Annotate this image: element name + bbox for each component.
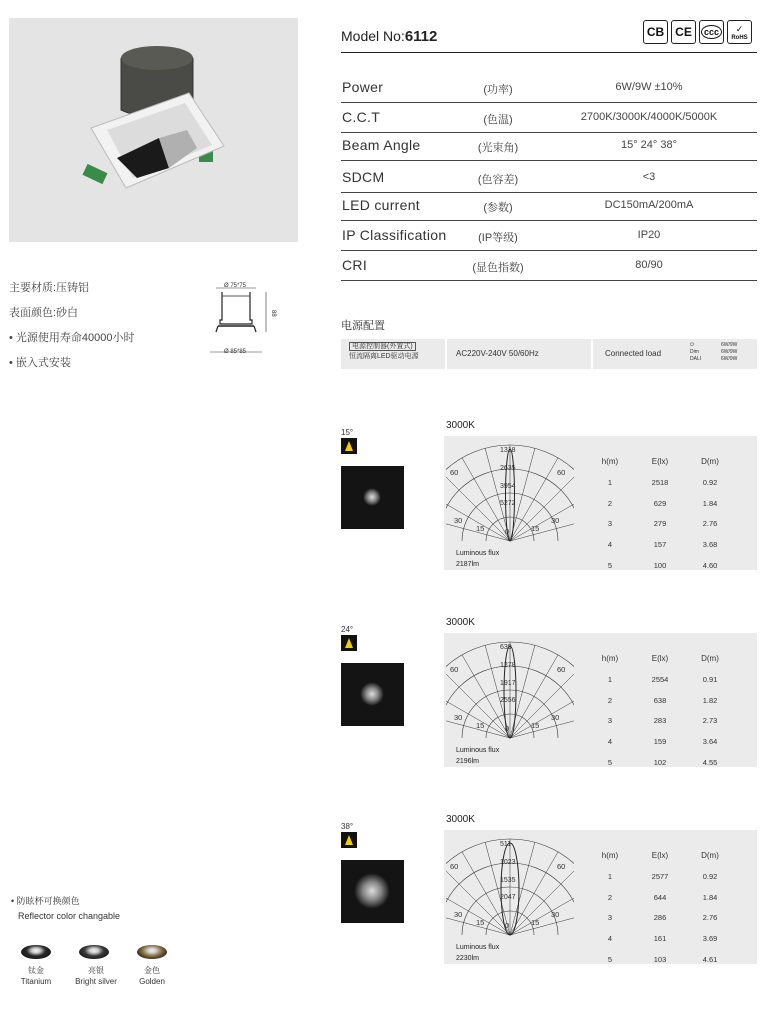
illuminance-table: [585, 647, 735, 773]
spec-label: SDCM: [342, 169, 385, 185]
lux-cell: 644: [653, 892, 667, 902]
height-cell: 1: [607, 477, 613, 487]
lux-cell: 638: [653, 695, 667, 705]
surface-color-text: 表面颜色:砂白: [9, 307, 79, 319]
spec-label-cn: (光束角): [477, 142, 519, 154]
load-column: [721, 342, 737, 363]
reflector-title-en: Reflector color changable: [18, 911, 121, 921]
lux-cell: 161: [653, 934, 667, 944]
polar-axis-label: 15: [476, 524, 485, 533]
lux-cell: 2554: [651, 674, 669, 684]
polar-axis-label: 60: [450, 862, 459, 871]
reflector-option-label: 亮银 Bright silver: [75, 966, 117, 986]
ce-cert-icon: CE: [671, 20, 696, 44]
mode-column: [690, 342, 701, 363]
diameter-cell: 1.82: [702, 695, 718, 705]
luminous-flux: [456, 548, 499, 570]
diameter-cell: 1.84: [702, 498, 718, 508]
height-cell: 3: [607, 716, 613, 726]
diameter-cell: 0.91: [702, 674, 718, 684]
rohs-cert-icon: ✓ RoHS: [727, 20, 752, 44]
cct-label: 3000K: [446, 814, 475, 825]
lux-cell: 283: [653, 716, 667, 726]
polar-axis-label: 60: [557, 862, 566, 871]
driver-cell: [349, 342, 419, 362]
lux-cell: 102: [653, 758, 667, 768]
lux-cell: 157: [653, 540, 667, 550]
spec-row-power: [341, 73, 757, 103]
spec-label: LED current: [342, 197, 420, 213]
table-row: [585, 514, 735, 535]
product-photo: [9, 18, 298, 242]
diameter-cell: 2.76: [702, 913, 718, 923]
polar-axis-label: 15: [531, 918, 540, 927]
power-config-table: [341, 339, 757, 369]
lux-cell: 2518: [651, 477, 669, 487]
spec-label: Beam Angle: [342, 137, 421, 153]
polar-axis-label: 0: [505, 527, 510, 536]
spec-label: C.C.T: [342, 109, 381, 125]
power-icon: ⏻: [690, 342, 694, 348]
input-voltage: AC220V-240V 50/60Hz: [456, 349, 539, 358]
flux-label: Luminous flux: [456, 747, 500, 754]
power-config-title: 电源配置: [341, 320, 385, 332]
polar-axis-label: 60: [450, 665, 459, 674]
polar-axis-label: 15: [531, 721, 540, 730]
diameter-cell: 4.60: [702, 561, 718, 571]
table-header: h(m) E(lx) D(m): [601, 850, 719, 860]
beam-angle-icon: [341, 438, 357, 454]
beam-angle-icon: [341, 635, 357, 651]
flux-label: Luminous flux: [456, 944, 500, 951]
spec-value: 15° 24° 38°: [620, 139, 677, 151]
polar-axis-label: 30: [454, 713, 463, 722]
cct-label: 3000K: [446, 617, 475, 628]
table-row: [585, 731, 735, 752]
beam-angle-icon: [341, 832, 357, 848]
reflector-option-label: 钛金 Titanium: [20, 966, 52, 986]
divider: [445, 339, 447, 369]
polar-axis-label: 0: [505, 724, 510, 733]
height-cell: 3: [607, 913, 613, 923]
spec-label-cn: (参数): [483, 202, 513, 214]
table-row: [585, 472, 735, 493]
reflector-section: [11, 894, 120, 924]
spec-label-cn: (色温): [483, 114, 513, 126]
height-cell: 2: [607, 498, 613, 508]
height-dim: 88: [270, 310, 276, 317]
diameter-cell: 3.69: [702, 934, 718, 944]
model-value: 6112: [404, 28, 438, 45]
polar-axis-label: 60: [557, 665, 566, 674]
beam-angle-label: 24°: [341, 625, 354, 634]
table-header: h(m) E(lx) D(m): [601, 456, 719, 466]
polar-axis-label: 0: [505, 921, 510, 930]
polar-axis-label: 15: [476, 918, 485, 927]
height-cell: 2: [607, 892, 613, 902]
table-row: [585, 534, 735, 555]
polar-axis-label: 60: [450, 468, 459, 477]
spec-value: 2700K/3000K/4000K/5000K: [580, 111, 718, 123]
dimension-drawing: [208, 280, 282, 366]
install-text: • 嵌入式安装: [9, 357, 71, 369]
table-row: [585, 887, 735, 908]
spec-row-ip: [341, 221, 757, 251]
material-text: 主要材质:压铸铝: [9, 282, 90, 294]
diameter-cell: 1.84: [702, 892, 718, 902]
reflector-option-label: 金色 Golden: [139, 966, 165, 986]
table-row: [585, 928, 735, 949]
polar-value: 1023: [500, 859, 516, 866]
lux-cell: 279: [653, 519, 667, 529]
cutout-dim: Ø 75*75: [224, 283, 247, 289]
diameter-cell: 0.92: [702, 871, 718, 881]
table-header: h(m) E(lx) D(m): [601, 653, 719, 663]
spec-row-cct: [341, 103, 757, 133]
table-row: [585, 711, 735, 732]
table-row: [585, 866, 735, 887]
divider: [591, 339, 593, 369]
cb-cert-icon: CB: [643, 20, 668, 44]
height-cell: 1: [607, 871, 613, 881]
diameter-cell: 4.55: [702, 758, 718, 768]
lux-cell: 100: [653, 561, 667, 571]
lux-cell: 629: [653, 498, 667, 508]
polar-axis-label: 15: [531, 524, 540, 533]
polar-axis-label: 60: [557, 468, 566, 477]
load-value: 6W/9W: [721, 342, 738, 348]
light-spot-image: [341, 663, 404, 726]
spec-row-cri: [341, 251, 757, 281]
spec-value: DC150mA/200mA: [604, 199, 694, 211]
spec-row-beam-angle: [341, 131, 757, 161]
diameter-cell: 0.92: [702, 477, 718, 487]
cert-marks: [643, 20, 752, 44]
flux-value: 2187lm: [456, 561, 479, 568]
diameter-cell: 4.61: [702, 955, 718, 965]
outer-dim: Ø 85*85: [224, 349, 247, 355]
lux-cell: 2577: [651, 871, 669, 881]
luminous-flux: [456, 745, 499, 767]
spec-value: 80/90: [635, 259, 663, 271]
height-cell: 5: [607, 955, 613, 965]
spec-value: 6W/9W ±10%: [615, 81, 683, 93]
polar-value: 2556: [500, 697, 516, 704]
lifetime-text: • 光源使用寿命40000小时: [9, 332, 135, 344]
illuminance-table: [585, 844, 735, 970]
header-divider: [341, 52, 757, 53]
polar-axis-label: 30: [454, 516, 463, 525]
height-cell: 5: [607, 758, 613, 768]
spec-label: IP Classification: [342, 227, 447, 243]
height-cell: 1: [607, 674, 613, 684]
polar-axis-label: 30: [551, 910, 560, 919]
flux-value: 2230lm: [456, 955, 479, 962]
driver-label: 恒流隔离LED驱动电源: [349, 353, 419, 360]
beam-angle-label: 15°: [341, 428, 354, 437]
table-row: [585, 949, 735, 970]
golden-reflector-swatch: [137, 945, 167, 959]
height-cell: 4: [607, 540, 613, 550]
height-cell: 4: [607, 737, 613, 747]
model-label: Model No:: [341, 28, 405, 44]
mode-dali: DALI: [690, 356, 702, 362]
lux-cell: 159: [653, 737, 667, 747]
lux-cell: 103: [653, 955, 667, 965]
spec-label-cn: (功率): [483, 84, 513, 96]
spec-label: Power: [342, 79, 384, 95]
polar-value: 1318: [500, 447, 516, 454]
diameter-cell: 2.76: [702, 519, 718, 529]
spec-label-cn: (色容差): [477, 174, 519, 186]
spec-value: IP20: [637, 229, 661, 241]
cct-label: 3000K: [446, 420, 475, 431]
height-cell: 2: [607, 695, 613, 705]
polar-value: 1917: [500, 680, 516, 687]
polar-axis-label: 30: [551, 713, 560, 722]
polar-value: 1278: [500, 662, 516, 669]
polar-value: 639: [500, 644, 512, 651]
load-value: 6W/9W: [721, 349, 738, 355]
polar-value: 511: [500, 841, 512, 848]
diameter-cell: 3.68: [702, 540, 718, 550]
beam-angle-label: 38°: [341, 822, 354, 831]
diameter-cell: 2.73: [702, 716, 718, 726]
table-row: [585, 752, 735, 773]
spec-row-led-current: [341, 191, 757, 221]
polar-axis-label: 30: [551, 516, 560, 525]
reflector-title-cn: • 防眩杯可换颜色: [11, 896, 80, 906]
polar-value: 2047: [500, 894, 516, 901]
polar-value: 2635: [500, 465, 516, 472]
light-spot-image: [341, 466, 404, 529]
beam-block-24: [0, 617, 765, 815]
model-number: [341, 28, 437, 45]
table-row: [585, 555, 735, 576]
lux-cell: 286: [653, 913, 667, 923]
polar-axis-label: 30: [454, 910, 463, 919]
polar-axis-label: 15: [476, 721, 485, 730]
spec-label: CRI: [342, 257, 368, 273]
luminous-flux: [456, 942, 499, 964]
flux-label: Luminous flux: [456, 550, 500, 557]
illuminance-table: [585, 450, 735, 576]
controller-label: 电源控制器(外置式): [349, 342, 416, 351]
table-row: [585, 669, 735, 690]
spec-value: <3: [642, 171, 656, 183]
table-row: [585, 493, 735, 514]
silver-reflector-swatch: [79, 945, 109, 959]
mode-dim: Dim: [690, 349, 699, 355]
spec-row-sdcm: [341, 163, 757, 193]
polar-value: 1535: [500, 877, 516, 884]
beam-block-15: [0, 420, 765, 618]
titanium-reflector-swatch: [21, 945, 51, 959]
load-value: 6W/9W: [721, 356, 738, 362]
table-row: [585, 908, 735, 929]
height-cell: 4: [607, 934, 613, 944]
height-cell: 5: [607, 561, 613, 571]
flux-value: 2196lm: [456, 758, 479, 765]
height-cell: 3: [607, 519, 613, 529]
ccc-cert-icon: ccc: [699, 20, 724, 44]
spec-label-cn: (显色指数): [472, 262, 524, 274]
table-row: [585, 690, 735, 711]
polar-value: 5272: [500, 500, 516, 507]
diameter-cell: 3.64: [702, 737, 718, 747]
connected-load-label: Connected load: [605, 349, 662, 358]
polar-value: 3954: [500, 483, 516, 490]
spec-label-cn: (IP等级): [478, 232, 518, 244]
light-spot-image: [341, 860, 404, 923]
